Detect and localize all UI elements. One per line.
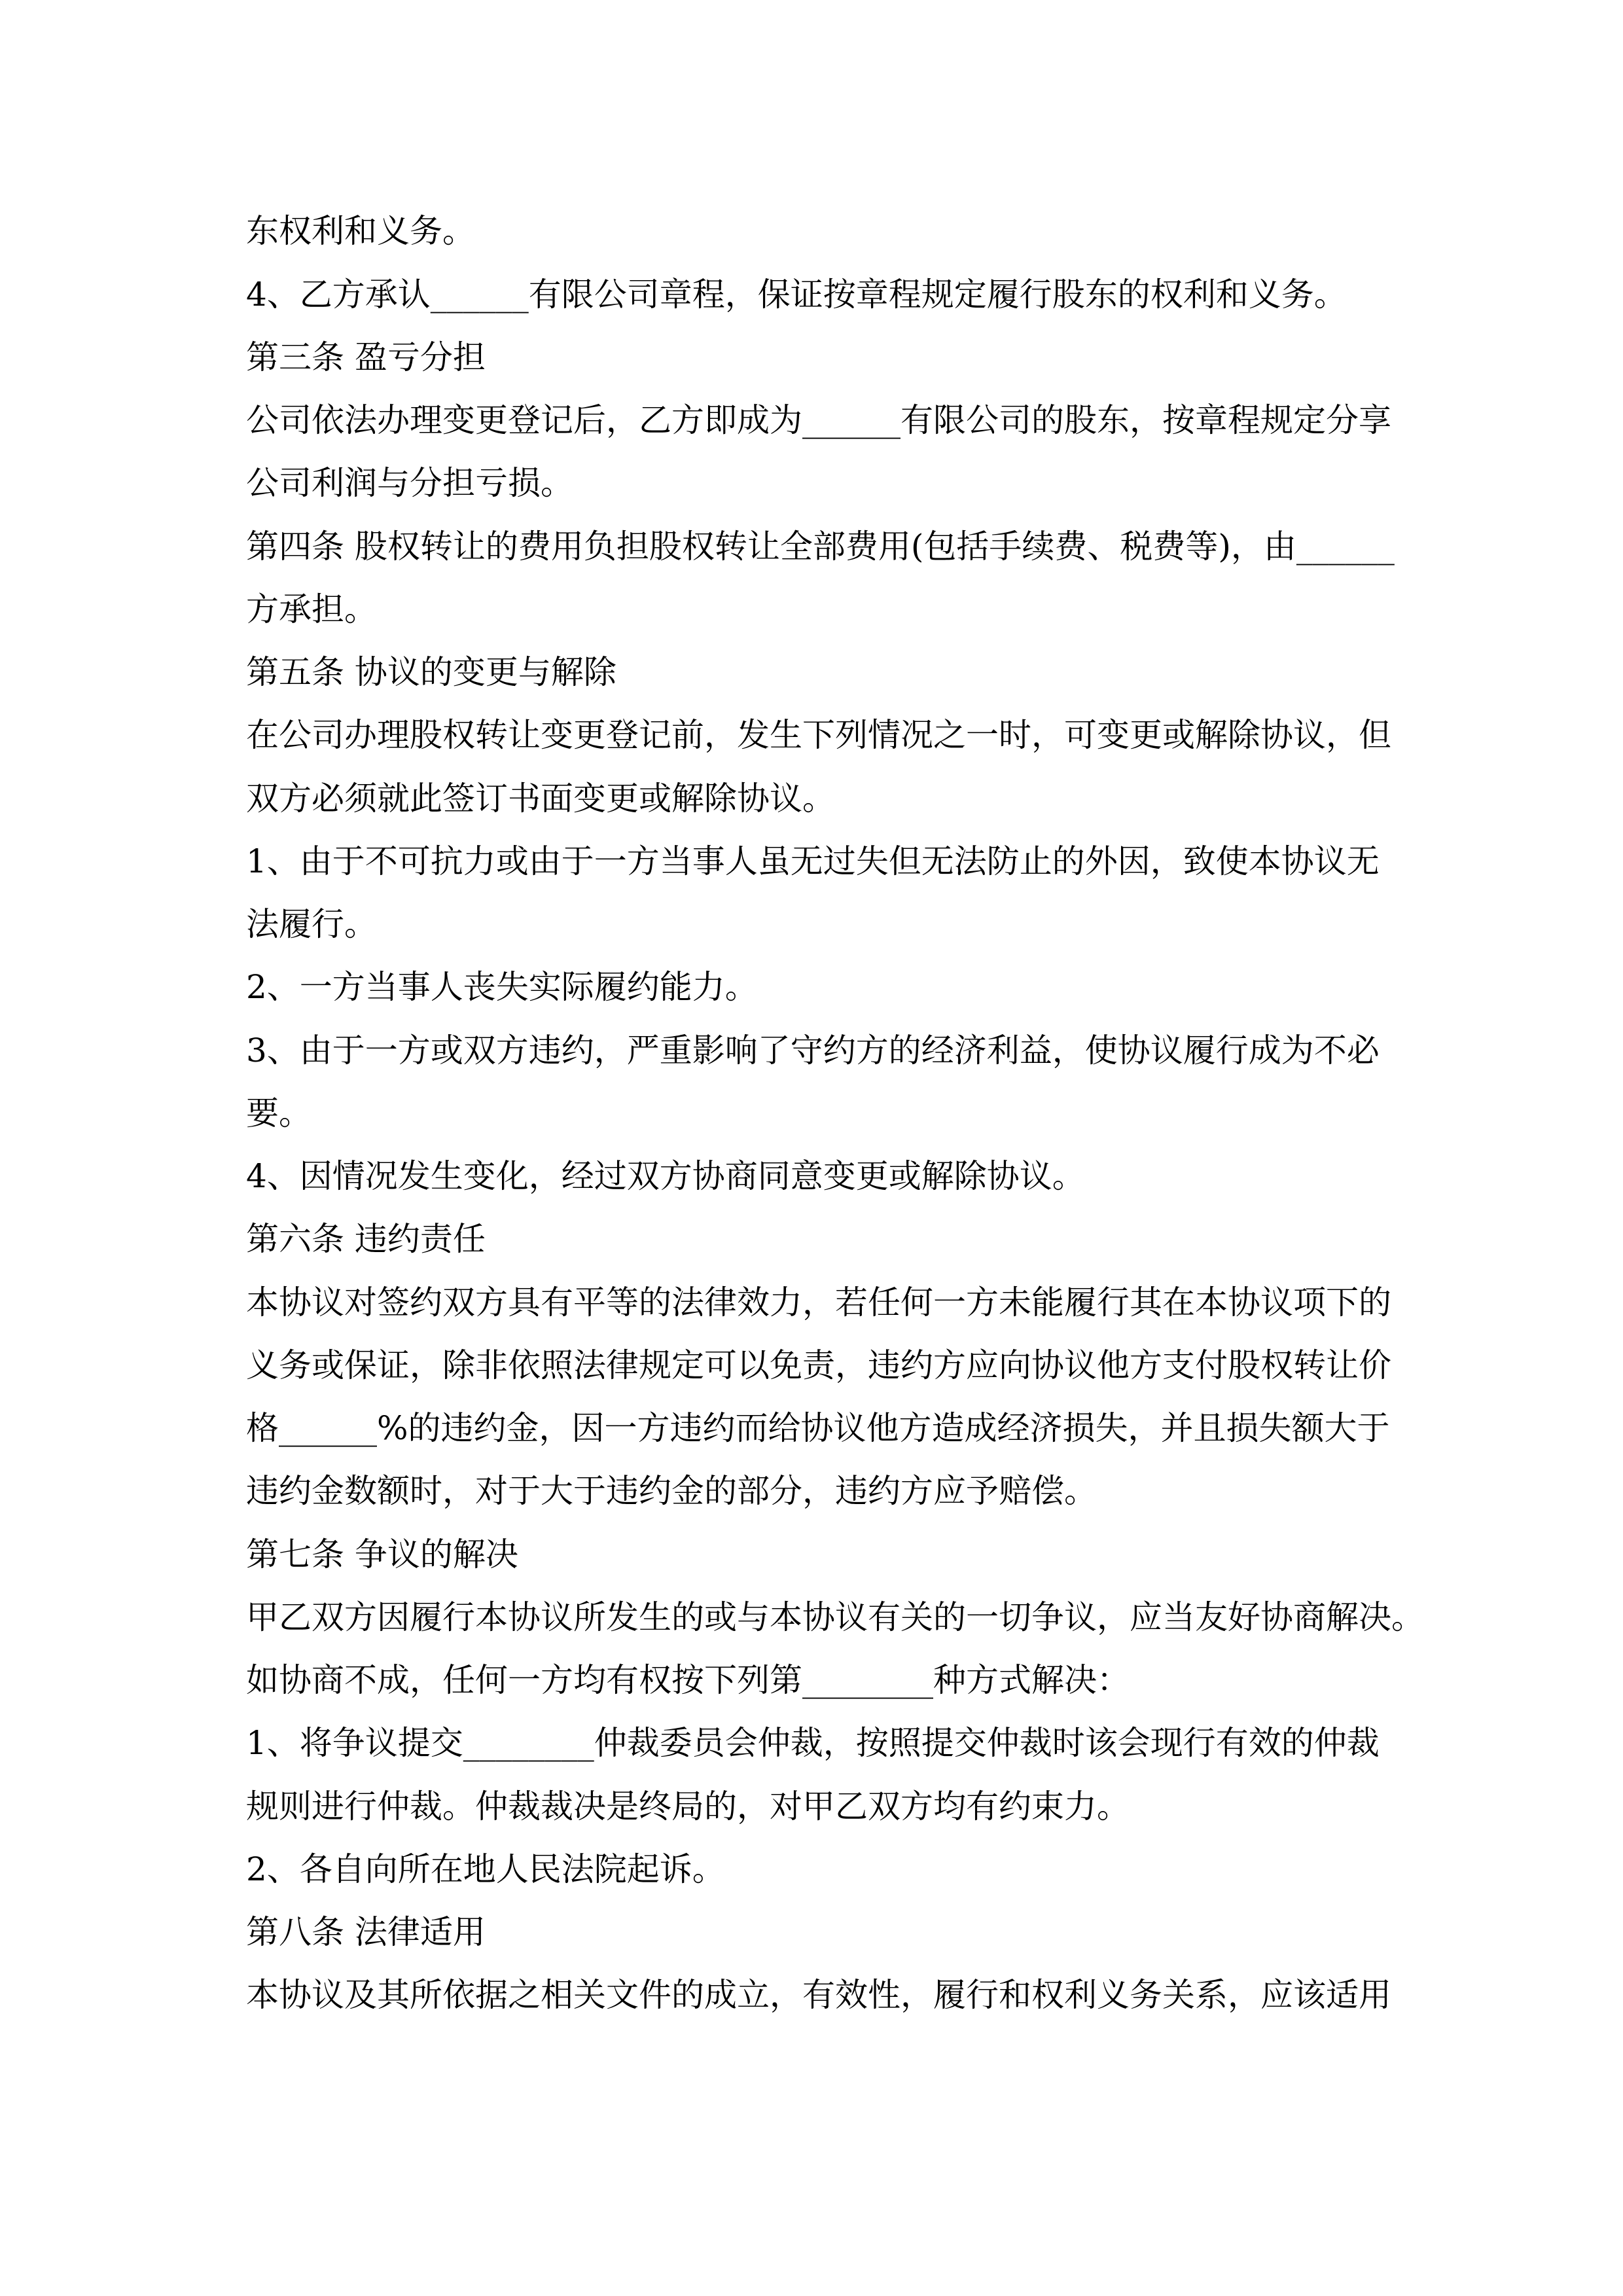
text-line: 在公司办理股权转让变更登记前，发生下列情况之一时，可变更或解除协议，但 <box>246 716 1391 754</box>
section-heading: 第八条 法律适用 <box>246 1913 486 1951</box>
text-line: 3、由于一方或双方违约，严重影响了守约方的经济利益，使协议履行成为不必 <box>246 1031 1380 1069</box>
text-line: 公司依法办理变更登记后，乙方即成为______有限公司的股东，按章程规定分享 <box>246 401 1391 439</box>
text-line: 义务或保证，除非依照法律规定可以免责，违约方应向协议他方支付股权转让价 <box>246 1346 1391 1384</box>
text-line: 规则进行仲裁。仲裁裁决是终局的，对甲乙双方均有约束力。 <box>246 1787 1130 1825</box>
text-line: 违约金数额时，对于大于违约金的部分，违约方应予赔偿。 <box>246 1472 1097 1510</box>
text-line: 4、乙方承认______有限公司章程，保证按章程规定履行股东的权利和义务。 <box>246 276 1347 314</box>
text-line: 东权利和义务。 <box>246 212 475 250</box>
text-line: 2、一方当事人丧失实际履约能力。 <box>246 968 758 1006</box>
section-heading: 第七条 争议的解决 <box>246 1535 518 1573</box>
text-line: 公司利润与分担亏损。 <box>246 464 573 502</box>
text-line: 要。 <box>246 1094 312 1132</box>
text-line: 法履行。 <box>246 905 377 943</box>
text-line: 甲乙双方因履行本协议所发生的或与本协议有关的一切争议，应当友好协商解决。 <box>246 1598 1424 1636</box>
text-line: 如协商不成，任何一方均有权按下列第________种方式解决： <box>246 1661 1130 1699</box>
text-line: 2、各自向所在地人民法院起诉。 <box>246 1850 725 1888</box>
text-line: 格______%的违约金，因一方违约而给协议他方造成经济损失，并且损失额大于 <box>246 1409 1390 1447</box>
text-line: 本协议对签约双方具有平等的法律效力，若任何一方未能履行其在本协议项下的 <box>246 1283 1391 1321</box>
text-line: 双方必须就此签订书面变更或解除协议。 <box>246 780 835 817</box>
text-line: 1、将争议提交________仲裁委员会仲裁，按照提交仲裁时该会现行有效的仲裁 <box>246 1724 1380 1762</box>
text-line: 4、因情况发生变化，经过双方协商同意变更或解除协议。 <box>246 1157 1085 1195</box>
text-line: 方承担。 <box>246 590 377 628</box>
section-heading: 第三条 盈亏分担 <box>246 338 486 376</box>
section-heading: 第五条 协议的变更与解除 <box>246 653 616 691</box>
text-line: 第四条 股权转让的费用负担股权转让全部费用(包括手续费、税费等)，由______ <box>246 528 1395 565</box>
text-line: 1、由于不可抗力或由于一方当事人虽无过失但无法防止的外因，致使本协议无 <box>246 842 1380 880</box>
section-heading: 第六条 违约责任 <box>246 1220 486 1258</box>
text-line: 本协议及其所依据之相关文件的成立，有效性，履行和权利义务关系，应该适用 <box>246 1976 1391 2014</box>
